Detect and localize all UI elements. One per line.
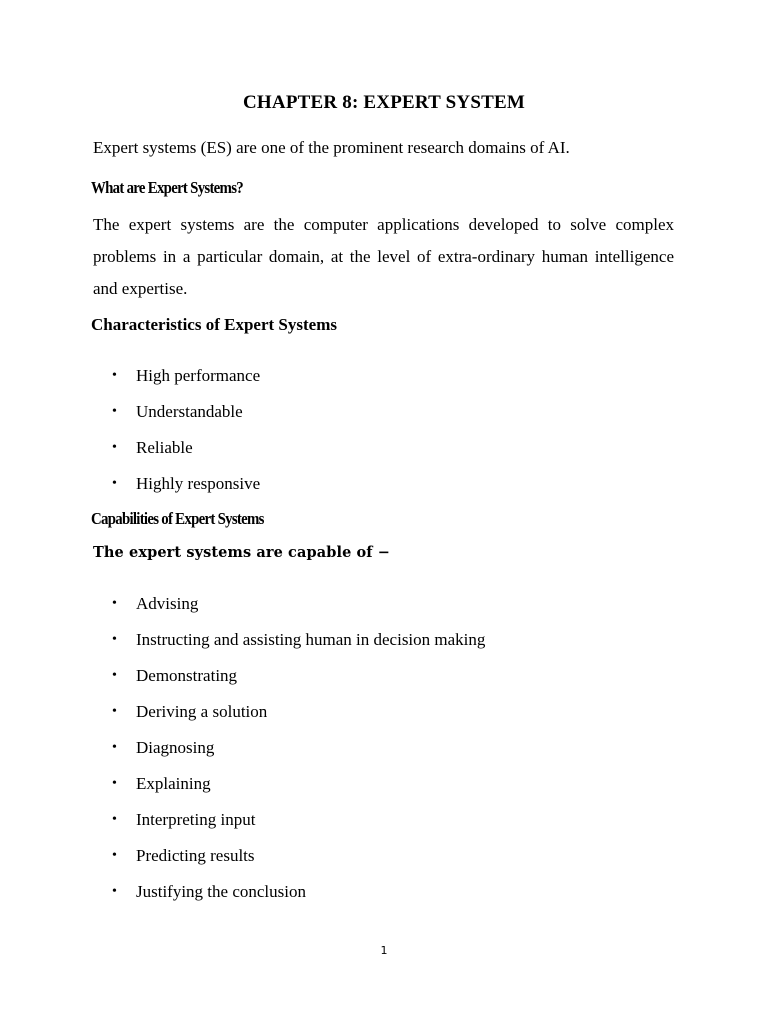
list-item-text: Advising bbox=[136, 594, 199, 613]
capabilities-intro: The expert systems are capable of − bbox=[93, 544, 391, 561]
bullet-icon: • bbox=[112, 776, 117, 791]
characteristics-heading: Characteristics of Expert Systems bbox=[91, 315, 337, 334]
bullet-icon: • bbox=[112, 404, 117, 419]
list-item-text: Diagnosing bbox=[136, 738, 215, 757]
list-item-text: Reliable bbox=[136, 438, 193, 457]
capabilities-heading: Capabilities of Expert Systems bbox=[91, 509, 264, 528]
bullet-icon: • bbox=[112, 740, 117, 755]
bullet-icon: • bbox=[112, 632, 117, 647]
what-are-expert-systems-heading: What are Expert Systems? bbox=[91, 178, 243, 197]
list-item-text: Justifying the conclusion bbox=[136, 882, 306, 901]
page-number: 1 bbox=[380, 944, 388, 957]
list-item-text: Instructing and assisting human in decision making bbox=[136, 630, 486, 649]
bullet-icon: • bbox=[112, 476, 117, 491]
bullet-icon: • bbox=[112, 884, 117, 899]
definition-paragraph: The expert systems are the computer applications developed to solve complex problems in a particular domain, at the level of extra-ordinary human intelligence and expertise. bbox=[93, 215, 674, 298]
chapter-title: CHAPTER 8: EXPERT SYSTEM bbox=[243, 92, 525, 113]
bullet-icon: • bbox=[112, 704, 117, 719]
list-item-text: Interpreting input bbox=[136, 810, 256, 829]
bullet-icon: • bbox=[112, 812, 117, 827]
list-item-text: Explaining bbox=[136, 774, 211, 793]
list-item-text: Deriving a solution bbox=[136, 702, 268, 721]
list-item-text: High performance bbox=[136, 366, 261, 385]
list-item-text: Understandable bbox=[136, 402, 243, 421]
bullet-icon: • bbox=[112, 596, 117, 611]
intro-paragraph: Expert systems (ES) are one of the prominent research domains of AI. bbox=[93, 138, 570, 157]
bullet-icon: • bbox=[112, 440, 117, 455]
bullet-icon: • bbox=[112, 848, 117, 863]
bullet-icon: • bbox=[112, 368, 117, 383]
list-item-text: Demonstrating bbox=[136, 666, 238, 685]
list-item-text: Predicting results bbox=[136, 846, 255, 865]
bullet-icon: • bbox=[112, 668, 117, 683]
list-item-text: Highly responsive bbox=[136, 474, 261, 493]
